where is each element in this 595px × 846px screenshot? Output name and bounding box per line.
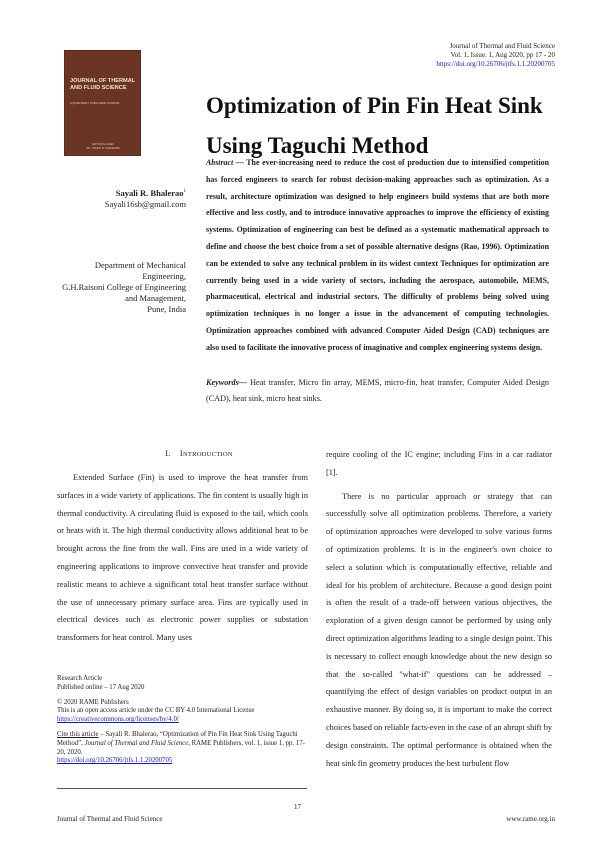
cite-label: Cite this article xyxy=(57,730,99,738)
abstract-text: The ever-increasing need to reduce the cost of production due to intensified competition has forced engineers to search for robust decision-making approaches such as optimization. As a result, architecture optimization was designed to help engineers build systems that are both more effective and less costly, and to introduce innovative approaches to improve the efficiency of existing systems. Optimization of engineering can best be defined as a systematic mathematical approach to define and choose the best choice from a set of possible alternative designs (Rao, 1996). Optimization can be extended to solve any technical problem in its widest context Techniques for optimization are currently being used in a wide variety of sectors, including the aerospace, automobile, MEMS, pharmaceutical, electrical and industrial sectors. The difficulty of problems being solved using optimization techniques is no longer a issue in the advancement of computing technologies. Optimization approaches combined with advanced Computer Aided Design (CAD) techniques are also used to facilitate the innovative process of imaginative and complex engineering systems design. xyxy=(206,158,549,352)
section-first-letter: I xyxy=(179,448,183,458)
paper-title: Optimization of Pin Fin Heat Sink Using Taguchi Method xyxy=(206,93,543,158)
journal-header xyxy=(436,42,555,69)
cover-editor xyxy=(70,143,136,151)
citation xyxy=(57,731,307,757)
journal-volume: Vol. 1, Issue. 1, Aug 2020, pp 17 - 20 xyxy=(450,51,555,59)
paragraph: There is no particular approach or strategy that can successfully solve all optimization problems. Therefore, a variety of optimization approaches were developed to solve various forms of optimization problems. It is in the engineer's own choice to select a solution which is computationally effective, reliable and ideal for his problem of architecture. Because a good design point is often the result of a trade-off between various objectives, the exploration of a given design cannot be performed by using only direct optimization algorithms leading to a single design point. This is necessary to collect enough knowledge about the new design so that the so-called "what-if" questions can be addressed – quantifying the effect of design variables on product output in an exhaustive manner. By doing so, it is important to make the correct choices based on reliable facts-even in the case of an abrupt shift by design constraints. The optimal performance is obtained when the heat sink fin geometry produces the best turbulent flow xyxy=(326,491,552,768)
footer-journal-name: Journal of Thermal and Fluid Science xyxy=(57,815,163,823)
abstract-label: Abstract xyxy=(206,158,234,167)
footnote-rule xyxy=(57,788,307,789)
section-title-rest: NTRODUCTION xyxy=(182,451,233,458)
cite-doi-link[interactable]: https://doi.org/10.26706/jtfs.1.1.20200705 xyxy=(57,757,173,765)
author-email[interactable]: Sayali16sb@gmail.com xyxy=(104,198,186,209)
journal-name: Journal of Thermal and Fluid Science xyxy=(449,42,555,50)
section-heading-introduction xyxy=(90,448,308,458)
cover-editor-name: DR. VISHNU R. KHANDARE xyxy=(86,147,120,150)
license-link[interactable]: https://creativecommons.org/licenses/by/4.0/ xyxy=(57,716,179,724)
paragraph: require cooling of the IC engine; including Fins in a car radiator [1]. xyxy=(326,450,552,477)
journal-cover-image xyxy=(64,50,141,156)
article-type: Research Article xyxy=(57,675,103,682)
cover-title-line1: JOURNAL OF THERMAL xyxy=(70,78,136,84)
body-column-left xyxy=(57,469,308,674)
license-text: This is an open access article under the CC BY 4.0 International License xyxy=(57,707,255,715)
cite-suffix: , RAME Publishers, vol. 1, issue 1, pp. 17-20, 2020. xyxy=(57,739,305,756)
keywords-dash: — xyxy=(238,378,251,387)
footer-website[interactable]: www.rame.org.in xyxy=(506,815,555,823)
cover-subtitle: A QUARTERLY PUBLISHED JOURNAL xyxy=(70,101,120,105)
section-number: I. xyxy=(165,448,171,458)
affil-place: Pune, India xyxy=(147,304,186,314)
keywords xyxy=(206,375,549,406)
published-date: Published online – 17 Aug 2020 xyxy=(57,683,145,691)
abstract-dash: — xyxy=(233,158,247,167)
abstract xyxy=(206,155,549,357)
article-footnote xyxy=(57,675,307,766)
author-superscript: 1 xyxy=(183,189,186,194)
cover-title xyxy=(70,78,136,92)
affil-dept: Department of Mechanical Engineering, xyxy=(94,260,186,281)
page-number: 17 xyxy=(294,803,301,811)
body-column-right xyxy=(326,446,552,846)
author-affiliation xyxy=(60,260,186,315)
affil-college: G.H.Raisoni College of Engineering and Management, xyxy=(62,282,186,303)
cover-title-line2: AND FLUID SCIENCE xyxy=(70,85,127,91)
cite-prefix: – Sayali R. Bhalerao, “Optimization of Pin Fin Heat Sink Using Taguchi Method”, xyxy=(57,730,298,747)
copyright: © 2020 RAME Publishers xyxy=(57,698,129,706)
paragraph: Extended Surface (Fin) is used to improve the heat transfer from surfaces in a wide variety of applications. The fin content is usually high in thermal conductivity. A circulating fluid is exposed to the tail, which cools or heats with it. The high thermal conductivity allows additional heat to be brought across the fine from the wall. Fins are used in a wide variety of engineering applications to improve convective heat transfer and provide realistic means to achieve a significant total heat transfer surface without the use of unnecessary primary surface area. Fins are typically used in electrical devices such as electronic power supplies or substation transformers for heat control. Many uses xyxy=(57,473,308,643)
journal-doi-link[interactable]: https://doi.org/10.26706/jtfs.1.1.20200705 xyxy=(436,60,555,68)
author-block xyxy=(60,186,186,210)
keywords-text: Heat transfer, Micro fin array, MEMS, micro-fin, heat transfer, Computer Aided Design (CAD), heat sink, micro heat sinks. xyxy=(206,378,550,403)
author-name: Sayali R. Bhalerao xyxy=(115,187,184,198)
keywords-label: Keywords xyxy=(206,378,239,387)
cover-editor-label: EDITOR-IN-CHIEF xyxy=(92,143,114,146)
cite-journal: Journal of Thermal and Fluid Science xyxy=(84,739,189,747)
